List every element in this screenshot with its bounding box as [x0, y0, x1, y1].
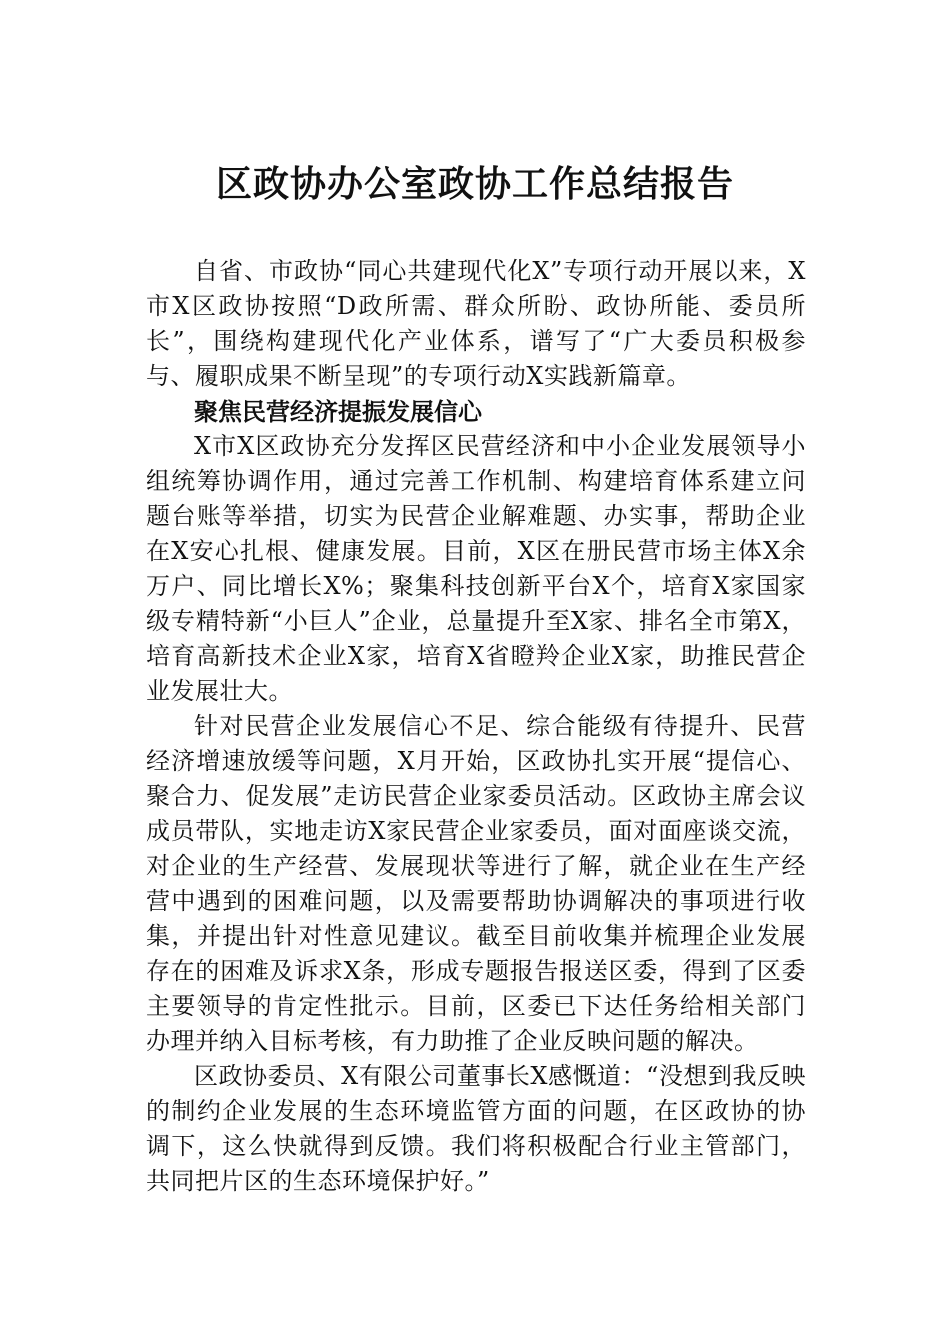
body-paragraph: X市X区政协充分发挥区民营经济和中小企业发展领导小组统筹协调作用，通过完善工作机制、构建培育体系建立问题台账等举措，切实为民营企业解难题、办实事，帮助企业在X安心扎根、健康发展。目前，X区在册民营市场主体X余万户、同比增长X%；聚集科技创新平台X个，培育X家国家级专精特新“小巨人”企业，总量提升至X家、排名全市第X，培育高新技术企业X家，培育X省瞪羚企业X家，助推民营企业发展壮大。: [146, 432, 806, 705]
document-body: [146, 254, 806, 1199]
section-heading: 聚焦民营经济提振发展信心: [194, 397, 482, 426]
intro-paragraph: 自省、市政协“同心共建现代化X”专项行动开展以来，X市X区政协按照“D政所需、群众所盼、政协所能、委员所长”，围绕构建现代化产业体系，谱写了“广大委员积极参与、履职成果不断呈现”的专项行动X实践新篇章。: [146, 257, 806, 390]
quote-paragraph: 区政协委员、X有限公司董事长X感慨道：“没想到我反映的制约企业发展的生态环境监管方面的问题，在区政协的协调下，这么快就得到反馈。我们将积极配合行业主管部门，共同把片区的生态环境保护好。”: [146, 1062, 806, 1195]
body-paragraph: 针对民营企业发展信心不足、综合能级有待提升、民营经济增速放缓等问题，X月开始，区政协扎实开展“提信心、聚合力、促发展”走访民营企业家委员活动。区政协主席会议成员带队，实地走访X家民营企业家委员，面对面座谈交流，对企业的生产经营、发展现状等进行了解，就企业在生产经营中遇到的困难问题，以及需要帮助协调解决的事项进行收集，并提出针对性意见建议。截至目前收集并梳理企业发展存在的困难及诉求X条，形成专题报告报送区委，得到了区委主要领导的肯定性批示。目前，区委已下达任务给相关部门办理并纳入目标考核，有力助推了企业反映问题的解决。: [146, 712, 806, 1055]
document-title: 区政协办公室政协工作总结报告: [215, 163, 734, 205]
